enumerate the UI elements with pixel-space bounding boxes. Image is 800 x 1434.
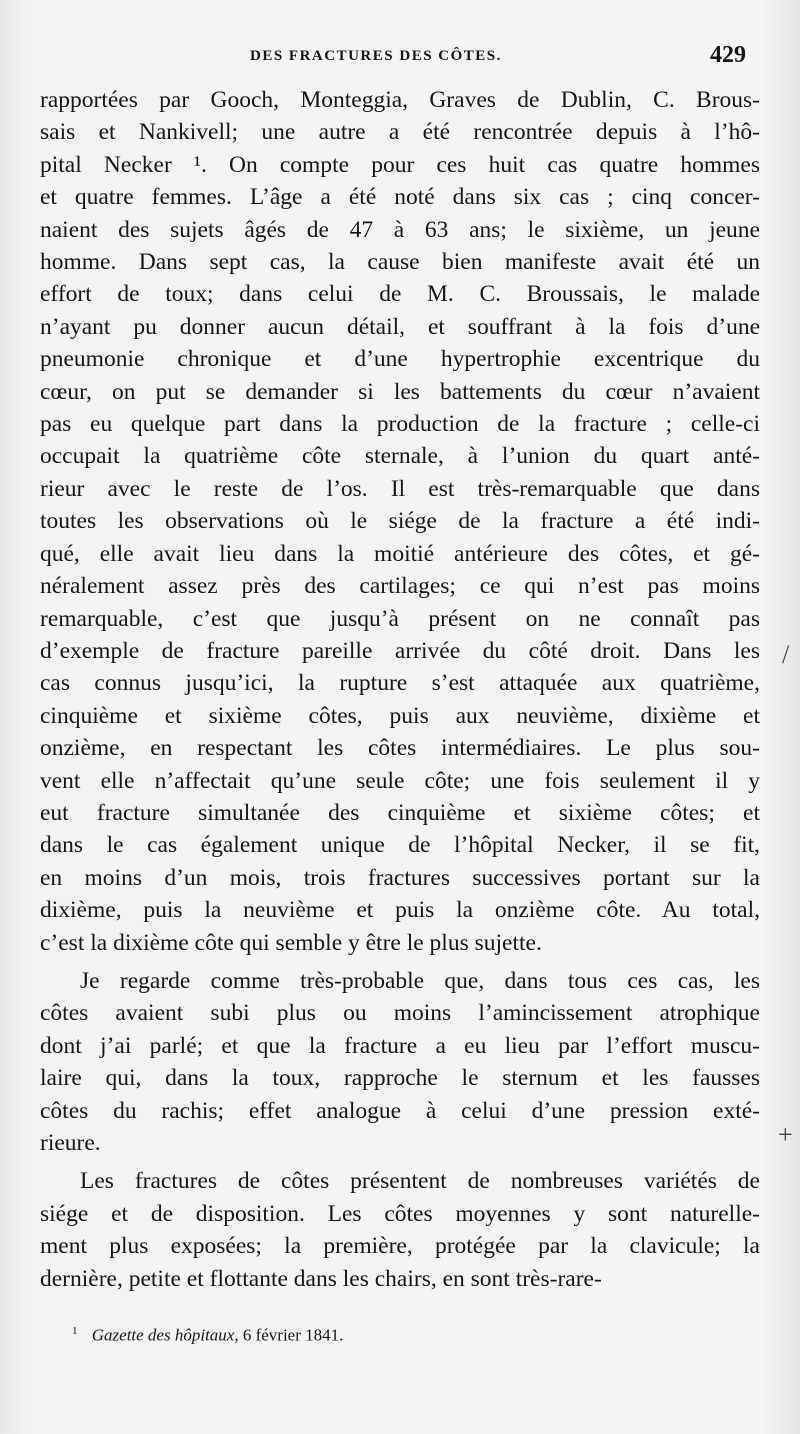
- text-line: dans le cas également unique de l’hôpital Necker, il se fit,: [40, 832, 760, 859]
- text-line: eut fracture simultanée des cinquième et sixième côtes; et: [40, 799, 760, 826]
- text-line: cœur, on put se demander si les battements du cœur n’avaient: [40, 378, 760, 405]
- text-line: cas connus jusqu’ici, la rupture s’est attaquée aux quatrième,: [40, 670, 760, 697]
- text-line: ment plus exposées; la première, protégée par la clavicule; la: [40, 1233, 760, 1260]
- footnote-date: 6 février 1841.: [242, 1325, 344, 1345]
- footnote-source: Gazette des hôpitaux,: [91, 1325, 239, 1345]
- text-line: néralement assez près des cartilages; ce qui n’est pas moins: [40, 573, 760, 600]
- text-line: effort de toux; dans celui de M. C. Broussais, le malade: [40, 281, 760, 308]
- page-header: [40, 42, 760, 76]
- text-line: qué, elle avait lieu dans la moitié antérieure des côtes, et gé-: [40, 540, 760, 567]
- text-line: en moins d’un mois, trois fractures successives portant sur la: [40, 864, 760, 891]
- footnote: [72, 1325, 343, 1346]
- running-title: DES FRACTURES DES CÔTES.: [250, 48, 502, 64]
- text-line: naient des sujets âgés de 47 à 63 ans; le sixième, un jeune: [40, 216, 760, 243]
- text-line: siége et de disposition. Les côtes moyennes y sont naturelle-: [40, 1200, 760, 1227]
- text-line: c’est la dixième côte qui semble y être le plus sujette.: [40, 929, 542, 956]
- footnote-mark: 1: [72, 1325, 78, 1337]
- text-line: côtes avaient subi plus ou moins l’amincissement atrophique: [40, 1000, 760, 1027]
- text-line: dixième, puis la neuvième et puis la onzième côte. Au total,: [40, 897, 760, 924]
- text-line: homme. Dans sept cas, la cause bien manifeste avait été un: [40, 249, 760, 276]
- text-line: cinquième et sixième côtes, puis aux neuvième, dixième et: [40, 702, 760, 729]
- text-line: laire qui, dans la toux, rapproche le sternum et les fausses: [40, 1065, 760, 1092]
- margin-cross-mark: +: [778, 1120, 793, 1149]
- paragraph: [40, 1165, 760, 1295]
- margin-pencil-mark: /: [782, 640, 790, 669]
- text-line: occupait la quatrième côte sternale, à l’union du quart anté-: [40, 443, 760, 470]
- text-line: rieure.: [40, 1130, 101, 1156]
- paragraph: [40, 965, 760, 1159]
- page-number: 429: [710, 42, 746, 68]
- paragraph: [40, 84, 760, 959]
- text-line: vent elle n’affectait qu’une seule côte; une fois seulement il y: [40, 767, 760, 794]
- text-line: pital Necker ¹. On compte pour ces huit cas quatre hommes: [40, 151, 760, 178]
- text-line: côtes du rachis; effet analogue à celui d’une pression exté-: [40, 1097, 760, 1124]
- text-line: d’exemple de fracture pareille arrivée du côté droit. Dans les: [40, 637, 760, 664]
- text-line: dernière, petite et flottante dans les chairs, en sont très-rare-: [40, 1265, 602, 1292]
- text-line: rapportées par Gooch, Monteggia, Graves de Dublin, C. Brous-: [40, 87, 760, 113]
- text-line: remarquable, c’est que jusqu’à présent on ne connaît pas: [40, 605, 760, 632]
- text-line: Les fractures de côtes présentent de nombreuses variétés de: [80, 1168, 760, 1195]
- text-line: n’ayant pu donner aucun détail, et souffrant à la fois d’une: [40, 313, 760, 340]
- text-line: Je regarde comme très-probable que, dans tous ces cas, les: [80, 967, 760, 994]
- text-line: pas eu quelque part dans la production de la fracture ; celle-ci: [40, 411, 760, 438]
- text-line: rieur avec le reste de l’os. Il est très-remarquable que dans: [40, 475, 760, 502]
- text-line: onzième, en respectant les côtes intermédiaires. Le plus sou-: [40, 735, 760, 762]
- text-line: sais et Nankivell; une autre a été rencontrée depuis à l’hô-: [40, 119, 760, 146]
- text-line: et quatre femmes. L’âge a été noté dans six cas ; cinq concer-: [40, 184, 760, 211]
- text-line: pneumonie chronique et d’une hypertrophie excentrique du: [40, 346, 760, 373]
- text-line: toutes les observations où le siége de la fracture a été indi-: [40, 508, 760, 535]
- text-line: dont j’ai parlé; et que la fracture a eu lieu par l’effort muscu-: [40, 1032, 760, 1059]
- body-text: [40, 84, 760, 1301]
